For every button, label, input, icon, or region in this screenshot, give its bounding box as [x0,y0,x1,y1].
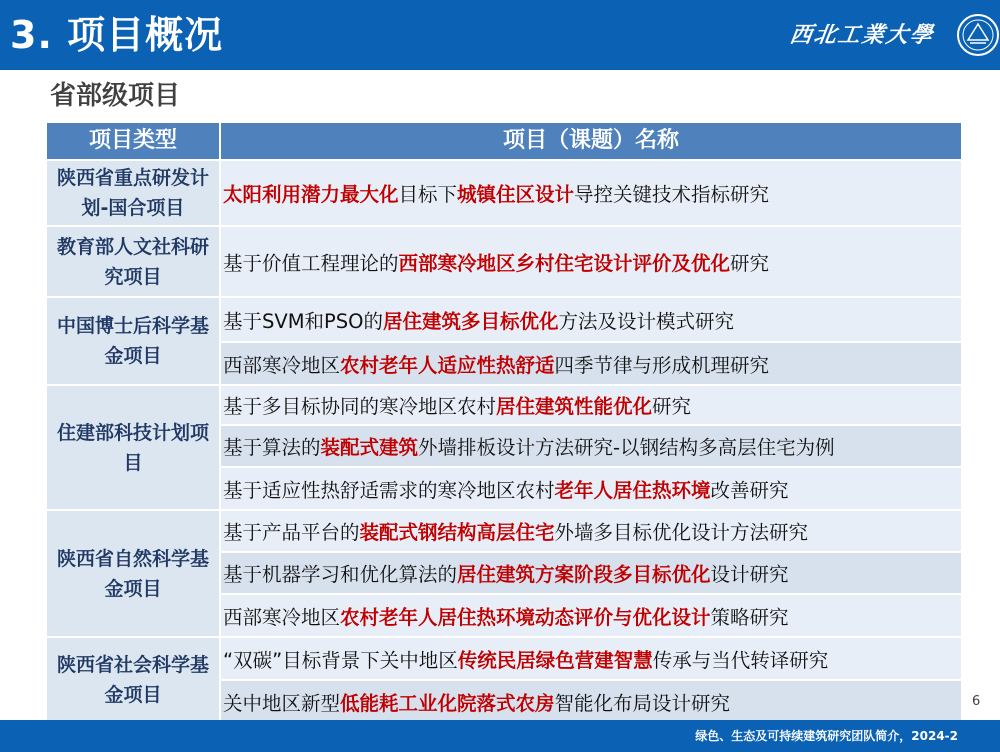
project-name-row [221,638,961,679]
highlighted-keyword: 居住建筑性能优化 [496,395,653,418]
project-name-text: 四季节律与形成机理研究 [554,353,770,377]
project-name-row [221,595,961,636]
project-name-text: 外墙多目标优化设计方法研究 [554,521,809,544]
project-type-cell: 中国博士后科学基金项目 [47,298,219,384]
project-name-text: 基于适应性热舒适需求的寒冷地区农村 [223,478,555,502]
highlighted-keyword: 农村老年人适应性热舒适 [340,353,555,377]
section-subtitle: 省部级项目 [50,81,181,111]
project-name-text: 西部寒冷地区 [223,353,341,377]
university-name: 西北工業大學 [788,22,936,48]
project-name-text: 基于价值工程理论的 [223,251,399,275]
project-name-text: 基于多目标协同的寒冷地区农村 [223,395,497,418]
project-name-text: 基于产品平台的 [223,521,360,544]
highlighted-keyword: 居住建筑多目标优化 [383,309,559,333]
project-name-text: 策略研究 [710,605,789,629]
highlighted-keyword: 居住建筑方案阶段多目标优化 [457,563,711,586]
project-table [47,123,961,717]
column-header-type: 项目类型 [47,123,219,159]
highlighted-keyword: 传统民居绿色营建智慧 [457,648,653,672]
project-name-text: 研究 [652,395,692,418]
project-name-text: 基于算法的 [223,436,321,459]
highlighted-keyword: 农村老年人居住热环境动态评价与优化设计 [340,605,711,629]
highlighted-keyword: 低能耗工业化院落式农房 [340,691,555,715]
project-name-row [221,468,961,509]
project-name-row [221,681,961,722]
project-name-text: 设计研究 [710,563,789,586]
project-type-cell: 陕西省重点研发计划-国合项目 [47,161,219,225]
highlighted-keyword: 装配式建筑 [320,436,419,459]
highlighted-keyword: 装配式钢结构高层住宅 [359,521,555,544]
highlighted-keyword: 城镇住区设计 [457,183,575,206]
project-name-row [221,386,961,424]
project-type-cell: 陕西省自然科学基金项目 [47,511,219,636]
project-name-text: 西部寒冷地区 [223,605,341,629]
project-name-text: 传承与当代转译研究 [652,648,829,672]
project-name-row [221,553,961,593]
project-name-row [221,426,961,466]
project-name-row [221,227,961,296]
project-name-row [221,161,961,225]
project-name-text: 研究 [730,251,770,275]
project-name-text: 关中地区新型 [223,691,341,715]
project-type-cell: 教育部人文社科研究项目 [47,227,219,296]
footer-text: 绿色、生态及可持续建筑研究团队简介，2024-2 [695,729,958,743]
project-name-text: “双碳”目标背景下关中地区 [223,648,458,672]
project-type-cell: 陕西省社会科学基金项目 [47,638,219,722]
project-name-text: 基于机器学习和优化算法的 [223,563,458,586]
project-name-text: 智能化布局设计研究 [554,691,731,715]
column-header-name: 项目（课题）名称 [221,123,961,159]
project-name-text: 改善研究 [710,478,789,502]
project-name-text: 目标下 [398,183,458,206]
project-name-row [221,298,961,341]
project-name-text: 方法及设计模式研究 [558,309,735,333]
highlighted-keyword: 太阳利用潜力最大化 [223,183,399,206]
slide-title: 3. 项目概况 [10,13,224,57]
project-type-cell: 住建部科技计划项目 [47,386,219,509]
page-number: 6 [972,694,981,709]
project-name-text: 基于SVM和PSO的 [223,309,384,333]
project-name-row [221,343,961,384]
highlighted-keyword: 西部寒冷地区乡村住宅设计评价及优化 [398,251,731,275]
project-name-text: 外墙排板设计方法研究-以钢结构多高层住宅为例 [418,436,835,459]
project-name-row [221,511,961,551]
university-seal-logo [956,10,1000,60]
highlighted-keyword: 老年人居住热环境 [554,478,711,502]
project-name-text: 导控关键技术指标研究 [574,183,770,206]
